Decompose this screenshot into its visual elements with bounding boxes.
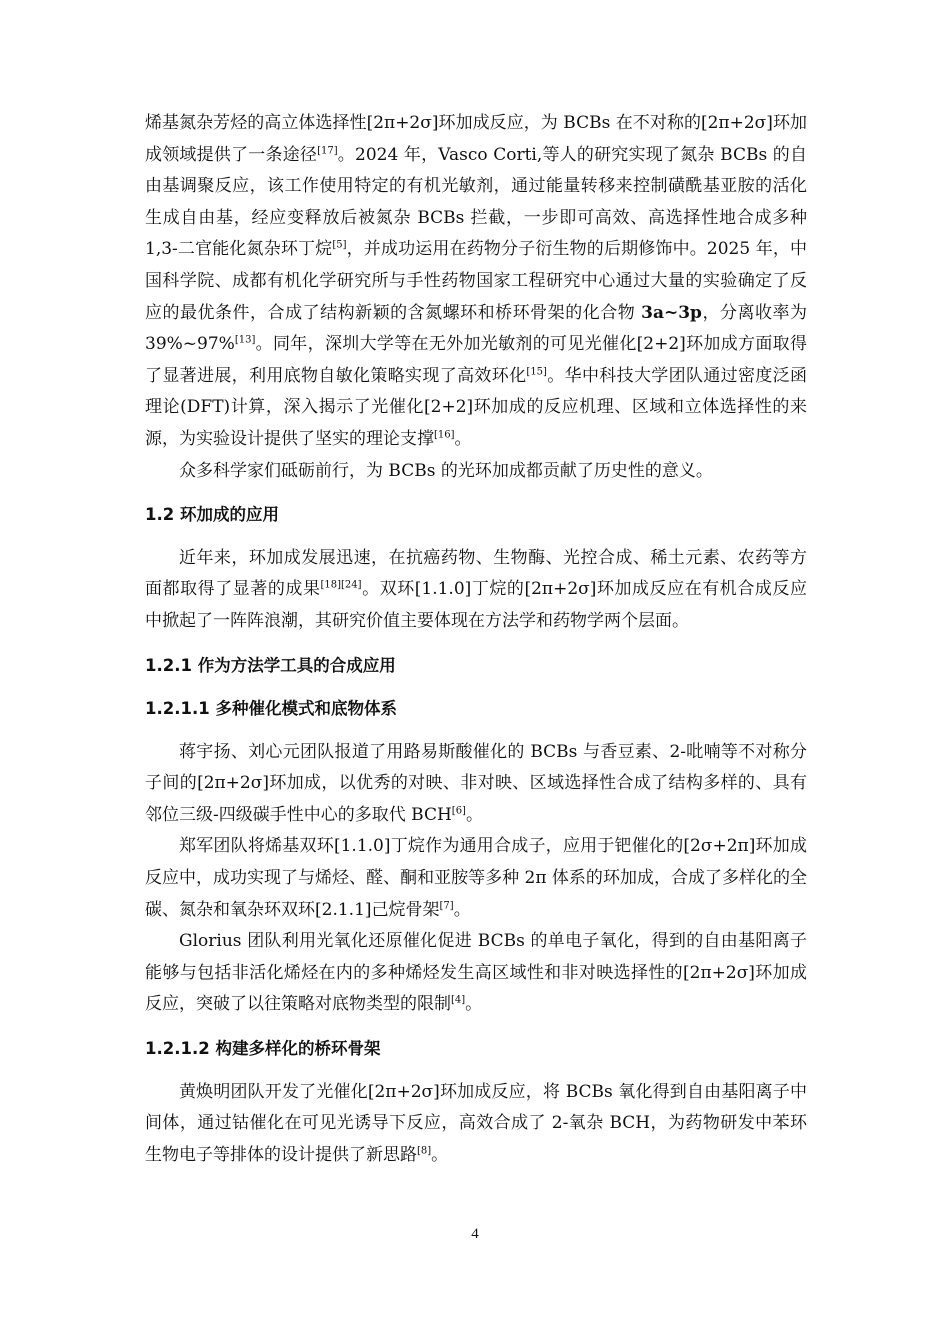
paragraph xyxy=(145,737,807,832)
citation: [6] xyxy=(451,805,466,817)
citation: [18][24] xyxy=(320,579,362,591)
paragraph xyxy=(145,543,807,638)
text-run: 。 xyxy=(431,1144,449,1165)
text-run: 黄焕明团队开发了光催化[2π+2σ]环加成反应，将 BCBs 氧化得到自由基阳离子中间体，通过钴催化在可见光诱导下反应，高效合成了 2-氧杂 BCH，为药物研发中苯环生物电子等排体的设计提供了新思路 xyxy=(145,1081,807,1165)
paragraph xyxy=(145,926,807,1021)
paragraph: 众多科学家们砥砺前行，为 BCBs 的光环加成都贡献了历史性的意义。 xyxy=(179,460,713,481)
page-number: 4 xyxy=(471,1226,479,1242)
text-run: 。华中科技大学团队通过密度泛函理论(DFT)计算，深入揭示了光催化[2+2]环加成的反应机理、区域和立体选择性的来源，为实验设计提供了坚实的理论支撑 xyxy=(145,365,808,449)
paragraph xyxy=(145,108,807,456)
text-run: 。同年，深圳大学等在无外加光敏剂的可见光催化[2+2]环加成方面取得了显著进展，利用底物自敏化策略实现了高效环化 xyxy=(145,334,807,386)
text-run: 。 xyxy=(453,899,471,920)
subsubsection-heading: 1.2.1.2 构建多样化的桥环骨架 xyxy=(145,1039,381,1059)
text-run: ，分离收率为 39%~97% xyxy=(145,302,808,355)
text-run: 近年来，环加成发展迅速，在抗癌药物、生物酶、光控合成、稀土元素、农药等方面都取得了显著的成果 xyxy=(145,547,807,600)
subsubsection-heading: 1.2.1.1 多种催化模式和底物体系 xyxy=(145,699,397,719)
text-run: 。双环[1.1.0]丁烷的[2π+2σ]环加成反应在有机合成反应中掀起了一阵阵浪潮，其研究价值主要体现在方法学和药物学两个层面。 xyxy=(145,579,807,631)
citation: [13] xyxy=(234,334,256,346)
citation: [7] xyxy=(439,900,454,911)
citation: [5] xyxy=(332,239,347,251)
paragraph xyxy=(145,831,807,926)
document-body xyxy=(145,108,807,1171)
text-run: 烯基氮杂芳烃的高立体选择性[2π+2σ]环加成反应，为 BCBs 在不对称的[2π+2σ]环加成领域提供了一条途径 xyxy=(145,113,807,165)
text-run: 。2024 年，Vasco Corti,等人的研究实现了氮杂 BCBs 的自由基调聚反应，该工作使用特定的有机光敏剂，通过能量转移来控制磺酰基亚胺的活化生成自由基，经应变释放后被氮杂 BCBs 拦截，一步即可高效、高选择性地合成多种 1,3-二官能化氮杂环丁烷 xyxy=(145,144,807,260)
citation: [15] xyxy=(526,366,547,378)
citation: [17] xyxy=(317,144,338,156)
text-run: ，并成功运用在药物分子衍生物的后期修饰中。2025 年，中国科学院、成都有机化学研究所与手性药物国家工程研究中心通过大量的实验确定了反应的最优条件，合成了结构新颖的含氮螺环和桥环骨架的化合物 xyxy=(145,239,808,323)
subsection-heading: 1.2.1 作为方法学工具的合成应用 xyxy=(145,655,396,675)
section-heading: 1.2 环加成的应用 xyxy=(145,505,279,525)
paragraph xyxy=(145,1077,807,1172)
compound-label: 3a~3p xyxy=(641,302,702,323)
citation: [4] xyxy=(451,994,466,1006)
text-run: 。 xyxy=(465,994,483,1015)
text-run: 。 xyxy=(454,428,472,449)
text-run: 。 xyxy=(465,804,483,825)
citation: [8] xyxy=(417,1145,432,1157)
text-run: 郑军团队将烯基双环[1.1.0]丁烷作为通用合成子，应用于钯催化的[2σ+2π]环加成反应中，成功实现了与烯烃、醛、酮和亚胺等多种 2π 体系的环加成，合成了多样化的全碳、氮杂和氧杂环双环[2.1.1]己烷骨架 xyxy=(145,836,807,920)
text-run: Glorius 团队利用光氧化还原催化促进 BCBs 的单电子氧化，得到的自由基阳离子能够与包括非活化烯烃在内的多种烯烃发生高区域性和非对映选择性的[2π+2σ]环加成反应，突破了以往策略对底物类型的限制 xyxy=(145,931,807,1015)
citation: [16] xyxy=(434,429,455,441)
text-run: 蒋宇扬、刘心元团队报道了用路易斯酸催化的 BCBs 与香豆素、2-吡喃等不对称分子间的[2π+2σ]环加成，以优秀的对映、非对映、区域选择性合成了结构多样的、具有邻位三级-四级碳手性中心的多取代 BCH xyxy=(145,741,807,825)
